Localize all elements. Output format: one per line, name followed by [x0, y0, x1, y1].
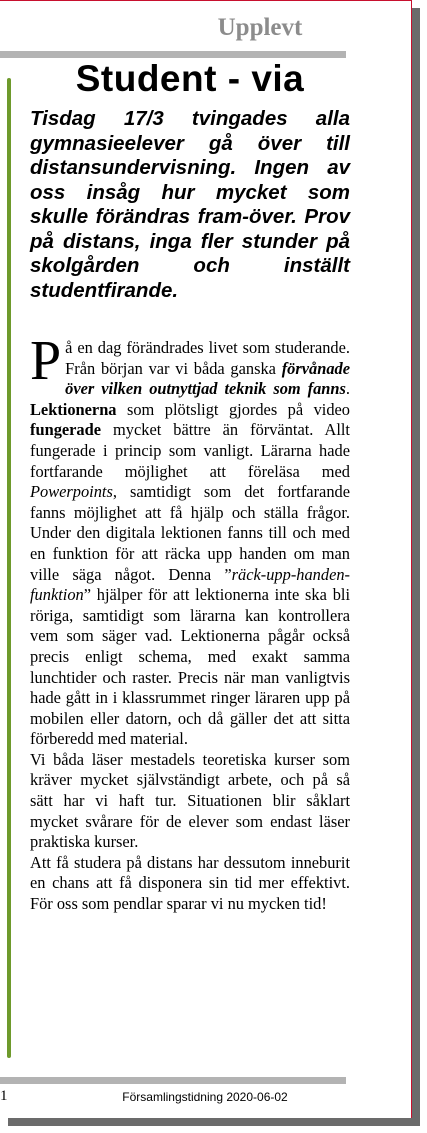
- text-run: .: [345, 379, 350, 399]
- paragraph-3: Att få studera på distans har dessutom inneburit en chans att få disponera sin tid mer effektivt. För oss som pendlar sparar vi nu mycken tid!: [30, 852, 350, 914]
- accent-bar: [7, 78, 11, 1058]
- top-rule: [0, 51, 346, 58]
- italic-run: Powerpoints: [30, 482, 113, 502]
- section-label: Upplevt: [217, 14, 303, 41]
- page-shadow-bottom: [8, 1118, 420, 1126]
- paragraph-1: [30, 330, 350, 750]
- text-run: som plötsligt gjordes på video: [116, 399, 350, 419]
- ingress: Tisdag 17/3 tvingades alla gymnasieelever gå över till distansundervisning. Ingen av oss insåg hur mycket som skulle förändras fram-över. Prov på distans, inga fler stunder på skolgården och inställt studentfirande.: [30, 107, 350, 302]
- text-run: ” hjälper för att lektionerna inte ska bli röriga, samtidigt som lärarna kan kontrollera vem som säger vad. Lektionerna pågår också precis enligt schema, med exakt samma lunchtider och raster. Precis när man vanligtvis hade gått in i klassrummet ringer läraren upp på mobilen eller datorn, och då gäller det att sitta förberedd med material.: [30, 585, 350, 749]
- page-shadow-right: [412, 8, 420, 1126]
- bold-run: fungerade: [30, 420, 102, 440]
- text-run: mycket bättre än förväntat. Allt fungerade i princip som vanligt. Lärarna hade fortfarande möjlighet att föreläsa med: [30, 420, 350, 481]
- bold-run: Lektionerna: [30, 399, 117, 419]
- footer-publication: Församlingstidning 2020-06-02: [122, 1090, 288, 1104]
- page-number: 1: [0, 1088, 8, 1104]
- dropcap: P: [30, 330, 62, 392]
- text-run: , samtidigt som det fortfarande fanns möjlighet att få hjälp och ställa frågor. Under den digitala lektionen fanns till och med en funktion för att räcka upp handen om man ville säga något. Denna ”: [30, 482, 350, 584]
- italic-run: räck-upp-handen-funktion: [30, 564, 350, 605]
- emphasis-run: förvånade över vilken outnyttjad teknik som fanns: [65, 358, 350, 399]
- headline: Student - via: [75, 58, 305, 99]
- article-body: [30, 330, 350, 915]
- text-run: å en dag förändrades livet som studerande. Från början var vi båda ganska: [65, 338, 350, 378]
- paragraph-2: Vi båda läser mestadels teoretiska kurser som kräver mycket självständigt arbete, och på så sätt har vi haft tur. Situationen blir såklart mycket svårare för de elever som endast läser praktiska kurser.: [30, 749, 350, 852]
- bottom-rule: [0, 1077, 346, 1084]
